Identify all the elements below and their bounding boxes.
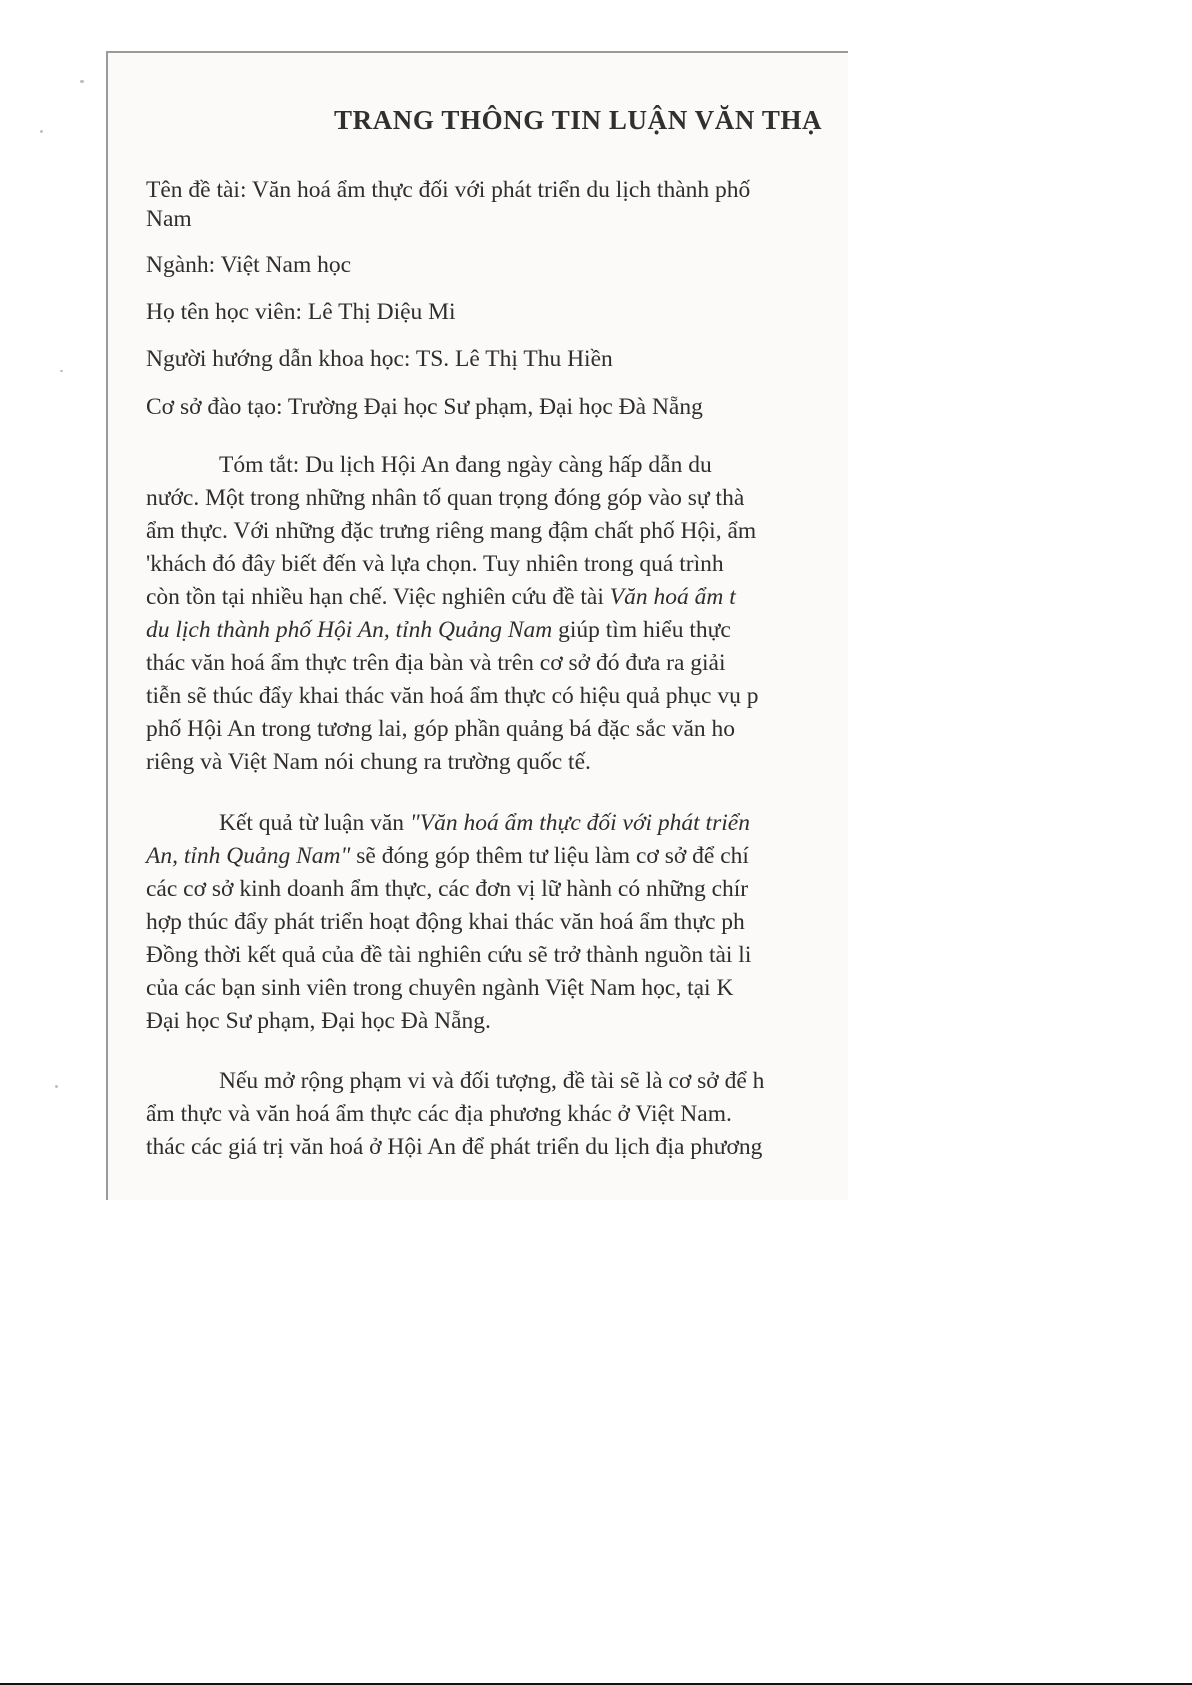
field-institution: Cơ sở đào tạo: Trường Đại học Sư phạm, Đại học Đà Nẵng — [146, 394, 703, 420]
abstract-line: ẩm thực. Với những đặc trưng riêng mang đậm chất phố Hội, ẩm — [146, 518, 757, 544]
abstract-italic-title: Văn hoá ẩm t — [609, 584, 736, 610]
results-text: Kết quả từ luận văn — [219, 810, 410, 836]
extension-line: ẩm thực và văn hoá ẩm thực các địa phương khác ở Việt Nam. — [146, 1101, 732, 1127]
scan-speck — [80, 80, 84, 83]
results-line: Đồng thời kết quả của đề tài nghiên cứu sẽ trở thành nguồn tài li — [146, 942, 752, 968]
abstract-line: thác văn hoá ẩm thực trên địa bàn và trên cơ sở đó đưa ra giải — [146, 650, 726, 676]
abstract-line: phố Hội An trong tương lai, góp phần quảng bá đặc sắc văn ho — [146, 716, 736, 742]
scan-speck — [60, 370, 63, 372]
field-major: Ngành: Việt Nam học — [146, 252, 352, 278]
abstract-text: giúp tìm hiểu thực — [552, 617, 731, 643]
scan-speck — [40, 130, 43, 133]
abstract-line: tiễn sẽ thúc đẩy khai thác văn hoá ẩm thực có hiệu quả phục vụ p — [146, 683, 759, 709]
extension-line: thác các giá trị văn hoá ở Hội An để phát triển du lịch địa phương — [146, 1134, 763, 1160]
extension-line: Nếu mở rộng phạm vi và đối tượng, đề tài sẽ là cơ sở để h — [219, 1068, 765, 1094]
scan-speck — [55, 1085, 58, 1088]
results-line: các cơ sở kinh doanh ẩm thực, các đơn vị lữ hành có những chír — [146, 876, 749, 902]
results-line: Đại học Sư phạm, Đại học Đà Nẵng. — [146, 1008, 491, 1034]
results-line — [146, 840, 749, 872]
field-supervisor: Người hướng dẫn khoa học: TS. Lê Thị Thu Hiền — [146, 346, 613, 372]
abstract-line: nước. Một trong những nhân tố quan trọng đóng góp vào sự thà — [146, 485, 745, 511]
results-line — [219, 807, 750, 839]
abstract-line — [146, 581, 736, 613]
field-thesis-topic: Tên đề tài: Văn hoá ẩm thực đối với phát triển du lịch thành phố — [146, 177, 751, 203]
results-text: sẽ đóng góp thêm tư liệu làm cơ sở để chí — [350, 843, 749, 869]
abstract-line: Tóm tắt: Du lịch Hội An đang ngày càng hấp dẫn du — [219, 452, 712, 478]
document-title: TRANG THÔNG TIN LUẬN VĂN THẠ — [334, 105, 823, 135]
results-line: của các bạn sinh viên trong chuyên ngành Việt Nam học, tại K — [146, 975, 734, 1001]
field-student-name: Họ tên học viên: Lê Thị Diệu Mi — [146, 299, 456, 325]
results-line: hợp thúc đẩy phát triển hoạt động khai thác văn hoá ẩm thực ph — [146, 909, 745, 935]
field-thesis-topic-cont: Nam — [146, 206, 192, 232]
abstract-line: riêng và Việt Nam nói chung ra trường quốc tế. — [146, 749, 591, 775]
results-italic-title: "Văn hoá ẩm thực đối với phát triển — [409, 810, 750, 836]
abstract-italic-title: du lịch thành phố Hội An, tỉnh Quảng Nam — [146, 617, 553, 643]
abstract-line: 'khách đó đây biết đến và lựa chọn. Tuy nhiên trong quá trình — [146, 551, 724, 577]
results-italic-title: An, tỉnh Quảng Nam" — [146, 843, 351, 869]
abstract-line — [146, 614, 731, 646]
abstract-text: còn tồn tại nhiều hạn chế. Việc nghiên cứu đề tài — [146, 584, 610, 610]
crop-mask — [848, 0, 1192, 1200]
